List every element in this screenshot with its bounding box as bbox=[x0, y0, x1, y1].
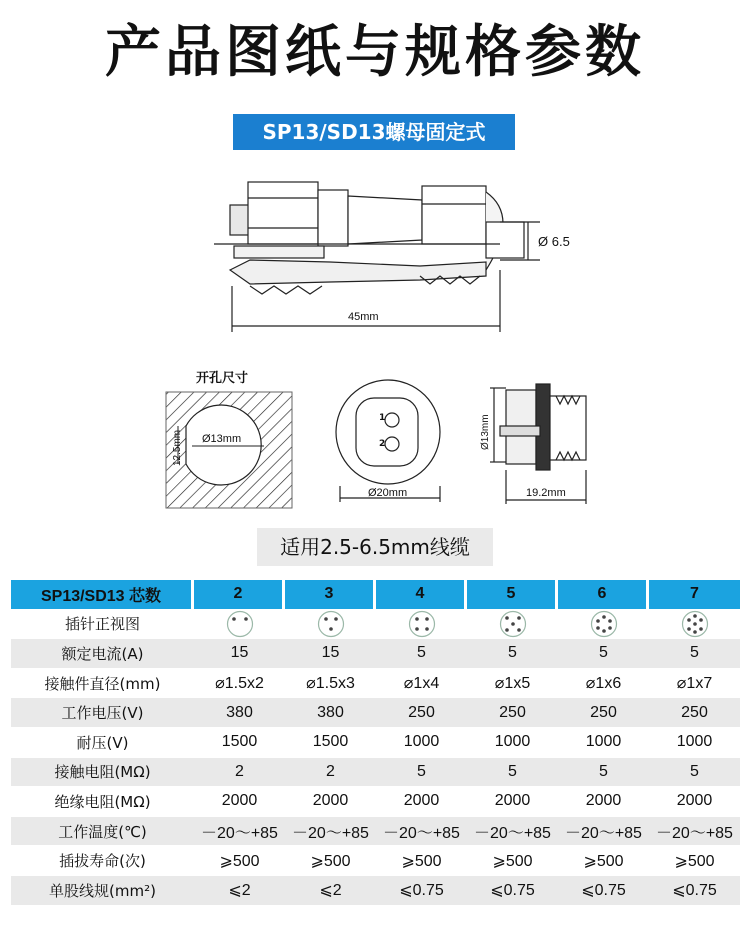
table-cell: 380 bbox=[194, 698, 285, 728]
table-header-cell: 5 bbox=[467, 580, 558, 610]
pin-dot bbox=[324, 617, 328, 621]
pin-view-cell bbox=[558, 610, 649, 640]
connector-side-view bbox=[214, 182, 540, 332]
socket-side-view bbox=[490, 384, 586, 504]
table-cell: －20～+85 bbox=[376, 817, 467, 847]
page-title: 产品图纸与规格参数 bbox=[105, 20, 645, 85]
pin-dot bbox=[511, 622, 515, 626]
table-cell: 5 bbox=[376, 758, 467, 788]
pin-dot bbox=[596, 619, 600, 623]
pin-dot bbox=[596, 626, 600, 630]
table-cell: 1500 bbox=[194, 728, 285, 758]
pin-number-2: 2 bbox=[379, 439, 386, 449]
pin-dot bbox=[693, 630, 697, 634]
table-header-cell: 4 bbox=[376, 580, 467, 610]
table-cell: 1000 bbox=[376, 728, 467, 758]
table-cell: 2000 bbox=[467, 787, 558, 817]
pin-dot bbox=[517, 628, 521, 632]
side-length: 19.2mm bbox=[526, 487, 566, 499]
connector-face-view bbox=[336, 380, 440, 502]
table-cell: 250 bbox=[649, 698, 740, 728]
table-cell: 5 bbox=[467, 758, 558, 788]
table-cell: 2000 bbox=[376, 787, 467, 817]
table-row bbox=[11, 758, 740, 788]
table-cell: 15 bbox=[285, 639, 376, 669]
pin-dot bbox=[517, 616, 521, 620]
pin-view-cell bbox=[467, 610, 558, 640]
table-cell: 1000 bbox=[467, 728, 558, 758]
table-cell: ⌀1.5x2 bbox=[194, 669, 285, 699]
pin-view-cell bbox=[194, 610, 285, 640]
model-banner: SP13/SD13螺母固定式 bbox=[233, 114, 515, 150]
table-header-cell: 3 bbox=[285, 580, 376, 610]
row-label: 单股线规(mm²) bbox=[11, 876, 194, 906]
table-cell: ⩾500 bbox=[194, 846, 285, 876]
row-label: 工作温度(℃) bbox=[11, 817, 194, 847]
pin-dot bbox=[602, 629, 606, 633]
table-cell: 5 bbox=[376, 639, 467, 669]
table-cell: 5 bbox=[558, 758, 649, 788]
table-cell: ⩾500 bbox=[649, 846, 740, 876]
table-row bbox=[11, 610, 740, 640]
pin-dot bbox=[608, 619, 612, 623]
table-cell: 1000 bbox=[558, 728, 649, 758]
pin-3-icon bbox=[317, 610, 345, 638]
table-cell: 2 bbox=[285, 758, 376, 788]
pin-view-cell bbox=[376, 610, 467, 640]
pin-2-icon bbox=[226, 610, 254, 638]
table-cell: ⩽0.75 bbox=[467, 876, 558, 906]
table-cell: 15 bbox=[194, 639, 285, 669]
cutout-diameter: Ø13mm bbox=[202, 433, 242, 445]
row-label: 工作电压(V) bbox=[11, 698, 194, 728]
table-cell: 2000 bbox=[194, 787, 285, 817]
pin-view-cell bbox=[285, 610, 376, 640]
table-cell: ⩽0.75 bbox=[558, 876, 649, 906]
table-cell: －20～+85 bbox=[558, 817, 649, 847]
table-row bbox=[11, 639, 740, 669]
pin-number-1: 1 bbox=[379, 413, 386, 423]
dim-length: 45mm bbox=[348, 311, 379, 323]
pin-dot bbox=[232, 617, 236, 621]
pin-6-icon bbox=[590, 610, 618, 638]
cutout-label: 开孔尺寸 bbox=[196, 371, 249, 386]
table-row bbox=[11, 787, 740, 817]
table-cell: ⩾500 bbox=[558, 846, 649, 876]
table-cell: 250 bbox=[376, 698, 467, 728]
table-cell: ⌀1.5x3 bbox=[285, 669, 376, 699]
table-cell: －20～+85 bbox=[194, 817, 285, 847]
table-cell: 250 bbox=[467, 698, 558, 728]
pin-dot bbox=[505, 616, 509, 620]
pin-dot bbox=[505, 628, 509, 632]
pin-dot bbox=[608, 626, 612, 630]
table-cell: 1000 bbox=[649, 728, 740, 758]
row-label: 接触电阻(MΩ) bbox=[11, 758, 194, 788]
pin-5-icon bbox=[499, 610, 527, 638]
pin-dot bbox=[699, 618, 703, 622]
table-cell: 1500 bbox=[285, 728, 376, 758]
table-cell: 2000 bbox=[649, 787, 740, 817]
table-cell: ⩾500 bbox=[285, 846, 376, 876]
technical-drawing bbox=[0, 160, 750, 520]
table-cell: ⌀1x4 bbox=[376, 669, 467, 699]
table-cell: 5 bbox=[467, 639, 558, 669]
table-cell: 2000 bbox=[558, 787, 649, 817]
pin-dot bbox=[693, 622, 697, 626]
table-cell: －20～+85 bbox=[467, 817, 558, 847]
pin-dot bbox=[602, 615, 606, 619]
table-cell: ⩽2 bbox=[285, 876, 376, 906]
cutout-height: 12.5mm bbox=[172, 429, 183, 466]
row-label: 耐压(V) bbox=[11, 728, 194, 758]
pin-7-icon bbox=[681, 610, 709, 638]
table-cell: ⩾500 bbox=[467, 846, 558, 876]
pin-4-icon bbox=[408, 610, 436, 638]
table-cell: 2 bbox=[194, 758, 285, 788]
table-cell: 250 bbox=[558, 698, 649, 728]
table-row bbox=[11, 728, 740, 758]
table-cell: ⌀1x6 bbox=[558, 669, 649, 699]
pin-dot bbox=[415, 617, 419, 621]
pin-view-cell bbox=[649, 610, 740, 640]
table-row bbox=[11, 876, 740, 906]
table-header-row bbox=[11, 580, 740, 610]
table-cell: ⩽0.75 bbox=[649, 876, 740, 906]
pin-dot bbox=[699, 627, 703, 631]
table-row bbox=[11, 817, 740, 847]
table-row bbox=[11, 846, 740, 876]
pin-dot bbox=[334, 617, 338, 621]
spec-table bbox=[11, 580, 740, 906]
table-header-cell: 2 bbox=[194, 580, 285, 610]
table-cell: ⌀1x7 bbox=[649, 669, 740, 699]
table-cell: －20～+85 bbox=[285, 817, 376, 847]
pin-dot bbox=[687, 627, 691, 631]
table-header-label: SP13/SD13 芯数 bbox=[11, 580, 194, 610]
pin-dot bbox=[244, 617, 248, 621]
table-cell: ⌀1x5 bbox=[467, 669, 558, 699]
table-cell: －20～+85 bbox=[649, 817, 740, 847]
pin-dot bbox=[425, 627, 429, 631]
dim-cable: Ø 6.5 bbox=[538, 234, 570, 249]
table-header-cell: 7 bbox=[649, 580, 740, 610]
table-row bbox=[11, 698, 740, 728]
side-height: Ø13mm bbox=[480, 414, 491, 450]
table-cell: ⩽2 bbox=[194, 876, 285, 906]
row-label: 额定电流(A) bbox=[11, 639, 194, 669]
face-diameter: Ø20mm bbox=[368, 487, 408, 499]
table-cell: 5 bbox=[558, 639, 649, 669]
table-cell: 5 bbox=[649, 639, 740, 669]
row-label: 插针正视图 bbox=[11, 610, 194, 640]
table-cell: ⩾500 bbox=[376, 846, 467, 876]
pin-dot bbox=[687, 618, 691, 622]
table-cell: 2000 bbox=[285, 787, 376, 817]
row-label: 插拔寿命(次) bbox=[11, 846, 194, 876]
table-cell: 380 bbox=[285, 698, 376, 728]
pin-dot bbox=[415, 627, 419, 631]
row-label: 接触件直径(mm) bbox=[11, 669, 194, 699]
table-cell: 5 bbox=[649, 758, 740, 788]
table-row bbox=[11, 669, 740, 699]
pin-dot bbox=[329, 627, 333, 631]
table-header-cell: 6 bbox=[558, 580, 649, 610]
cable-range-note: 适用2.5-6.5mm线缆 bbox=[257, 528, 493, 566]
pin-dot bbox=[425, 617, 429, 621]
pin-dot bbox=[693, 614, 697, 618]
row-label: 绝缘电阻(MΩ) bbox=[11, 787, 194, 817]
table-cell: ⩽0.75 bbox=[376, 876, 467, 906]
